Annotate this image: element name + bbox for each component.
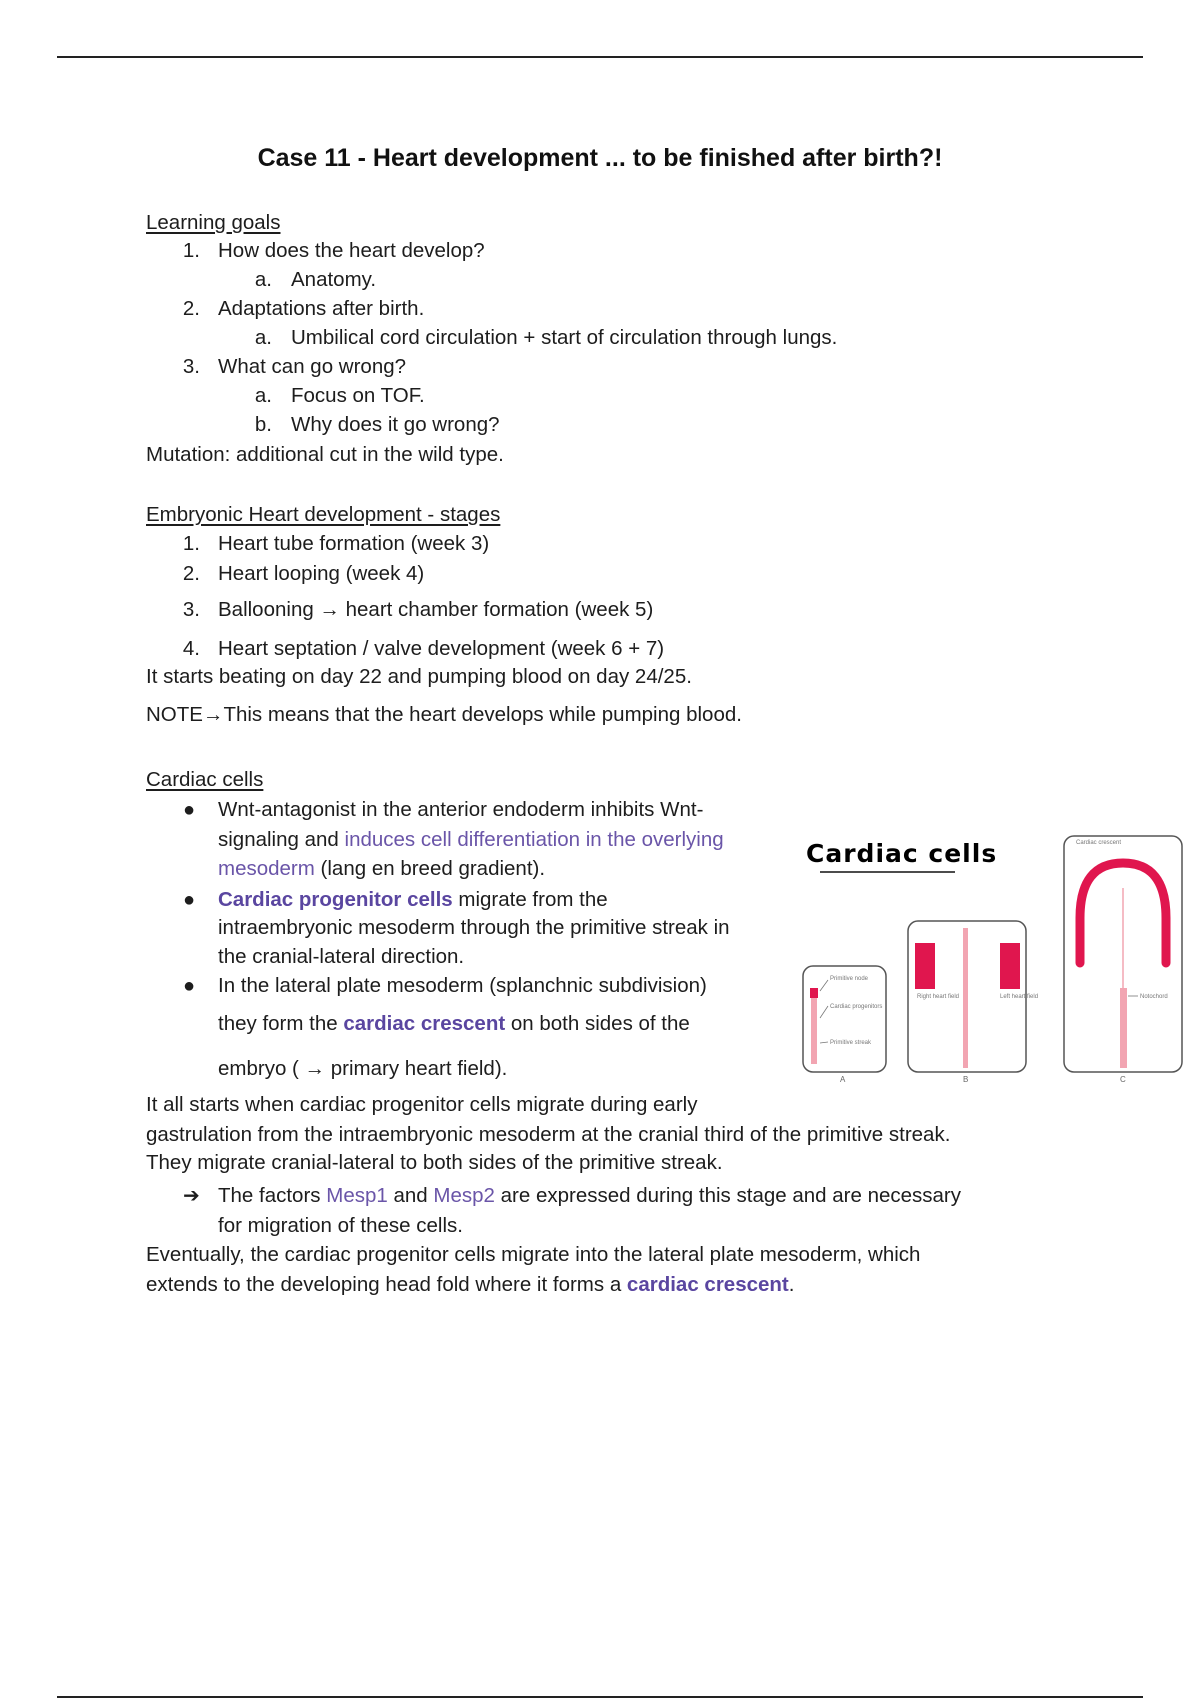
paragraph2-line2 — [146, 1271, 794, 1299]
panel-b-left-field — [1000, 943, 1020, 989]
stage-number: 1. — [182, 532, 200, 555]
text-span: . — [788, 1273, 795, 1296]
goal-item: What can go wrong? — [218, 355, 407, 378]
paragraph1-line3: They migrate cranial-lateral to both sides of the primitive streak. — [146, 1151, 723, 1174]
panel-a-node — [810, 988, 818, 998]
bullet-dot: ● — [183, 889, 196, 911]
highlight-span: Mesp2 — [433, 1184, 495, 1207]
goal-subletter: a. — [254, 326, 272, 349]
bullet-dot: ● — [183, 975, 196, 997]
text-span: extends to the developing head fold where it forms a — [146, 1273, 627, 1296]
panel-a-streak — [811, 988, 817, 1064]
goal-subitem: Anatomy. — [291, 268, 377, 291]
goal-subitem: Focus on TOF. — [291, 384, 425, 407]
panel-b-right-field — [915, 943, 935, 989]
bullet1-line3 — [218, 855, 545, 883]
panel-b-letter: B — [963, 1075, 969, 1084]
bottom-rule — [57, 1696, 1143, 1698]
text-span: on both sides of the — [505, 1012, 690, 1035]
text-span: migrate from the — [452, 888, 608, 911]
text-span: (lang en breed gradient). — [314, 857, 546, 880]
bullet1-line1: Wnt-antagonist in the anterior endoderm inhibits Wnt- — [218, 798, 704, 821]
goal-number: 3. — [182, 355, 200, 378]
paragraph1-line1: It all starts when cardiac progenitor cells migrate during early — [146, 1093, 698, 1116]
arrow-line2: for migration of these cells. — [218, 1214, 463, 1237]
goal-item: How does the heart develop? — [218, 239, 485, 262]
bullet2-line2: intraembryonic mesoderm through the primitive streak in — [218, 916, 730, 939]
label-notochord: Notochord — [1140, 994, 1168, 1000]
figure-svg — [800, 828, 1190, 1088]
text-span: they form the — [218, 1012, 344, 1035]
bullet1-line2 — [218, 826, 724, 854]
paragraph2-line1: Eventually, the cardiac progenitor cells migrate into the lateral plate mesoderm, which — [146, 1243, 921, 1266]
panel-b-streak — [963, 928, 968, 1068]
goal-subitem: Why does it go wrong? — [291, 413, 500, 436]
highlight-span: cardiac crescent — [343, 1012, 506, 1035]
bullet-dot: ● — [183, 799, 196, 821]
stage-number: 2. — [182, 562, 200, 585]
mutation-note: Mutation: additional cut in the wild type. — [146, 443, 504, 466]
bullet3-line2 — [218, 1010, 690, 1038]
arrow-line1 — [218, 1182, 961, 1210]
goal-number: 2. — [182, 297, 200, 320]
bullet3-line1: In the lateral plate mesoderm (splanchnic subdivision) — [218, 974, 707, 997]
label-cardiac-progenitors: Cardiac progenitors — [830, 1004, 883, 1010]
stage-number: 3. — [182, 598, 200, 621]
label-primitive-streak: Primitive streak — [830, 1040, 872, 1046]
figure-title: Cardiac cells — [806, 839, 998, 868]
arrow-bullet-icon: ➔ — [183, 1185, 200, 1207]
goal-subitem: Umbilical cord circulation + start of circulation through lungs. — [291, 326, 838, 349]
top-rule — [57, 56, 1143, 58]
stages-heading: Embryonic Heart development - stages — [146, 503, 501, 526]
stage-number: 4. — [182, 637, 200, 660]
stage-item: Heart looping (week 4) — [218, 562, 425, 585]
label-right-heart-field: Right heart field — [917, 994, 960, 1000]
highlight-span: Mesp1 — [326, 1184, 388, 1207]
panel-a-letter: A — [840, 1075, 846, 1084]
note-sentence: NOTE→This means that the heart develops while pumping blood. — [146, 703, 742, 726]
panel-c-letter: C — [1120, 1075, 1126, 1084]
label-left-heart-field: Left heart field — [1000, 994, 1039, 1000]
highlight-span: Cardiac progenitor cells — [218, 888, 453, 911]
goal-item: Adaptations after birth. — [218, 297, 425, 320]
goal-subletter: a. — [254, 268, 272, 291]
bullet2-line3: the cranial-lateral direction. — [218, 945, 465, 968]
text-span: are expressed during this stage and are necessary — [494, 1184, 961, 1207]
bullet2-line1 — [218, 886, 608, 914]
bullet3-line3: embryo ( → primary heart field). — [218, 1057, 508, 1080]
cardiac-cells-figure — [800, 828, 1190, 1088]
stage-item: Heart septation / valve development (week 6 + 7) — [218, 637, 665, 660]
text-span: The factors — [218, 1184, 327, 1207]
highlight-span: cardiac crescent — [626, 1273, 789, 1296]
learning-goals-heading: Learning goals — [146, 211, 281, 234]
beating-sentence: It starts beating on day 22 and pumping blood on day 24/25. — [146, 665, 692, 688]
label-cardiac-crescent: Cardiac crescent — [1076, 840, 1122, 846]
text-span: signaling and — [218, 828, 345, 851]
highlight-span: induces cell differentiation in the overlying — [344, 828, 724, 851]
label-primitive-node: Primitive node — [830, 976, 869, 982]
text-span: and — [387, 1184, 434, 1207]
stage-item: Heart tube formation (week 3) — [218, 532, 490, 555]
highlight-span: mesoderm — [218, 857, 315, 880]
cardiac-cells-heading: Cardiac cells — [146, 768, 264, 791]
paragraph1-line2: gastrulation from the intraembryonic mesoderm at the cranial third of the primitive streak. — [146, 1123, 951, 1146]
goal-subletter: a. — [254, 384, 272, 407]
stage-item: Ballooning → heart chamber formation (week 5) — [218, 598, 654, 621]
goal-number: 1. — [182, 239, 200, 262]
goal-subletter: b. — [254, 413, 272, 436]
page-title: Case 11 - Heart development ... to be finished after birth?! — [257, 144, 943, 172]
